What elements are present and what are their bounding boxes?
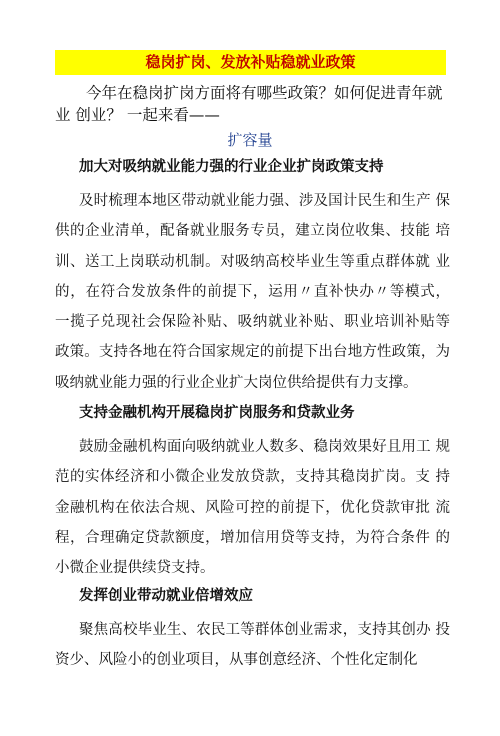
subheading-3: 发挥创业带动就业倍增效应 bbox=[79, 588, 253, 604]
subheading-2: 支持金融机构开展稳岗扩岗服务和贷款业务 bbox=[79, 405, 355, 421]
banner-title: 稳岗扩岗、发放补贴稳就业政策 bbox=[55, 50, 446, 75]
subheading-1: 加大对吸纳就业能力强的行业企业扩岗政策支持 bbox=[79, 159, 384, 175]
paragraph-2: 鼓励金融机构面向吸纳就业人数多、稳岗效果好且用工 规范的实体经济和小微企业发放贷款，支持其稳岗扩岗。支 持金融机构在依法合规、风险可控的前提下，优化贷款审批 流程，合理确定贷款额度，增加信用贷等支持，为符合条件 的小微企业提供续贷支持。 bbox=[55, 439, 450, 577]
intro-paragraph: 今年在稳岗扩岗方面将有哪些政策？如何促进青年就业 创业？ 一起来看—— bbox=[55, 84, 443, 124]
section-heading: 扩容量 bbox=[227, 131, 273, 149]
paragraph-3: 聚焦高校毕业生、农民工等群体创业需求，支持其创办 投资少、风险小的创业项目，从事创意经济、个性化定制化 bbox=[55, 622, 450, 669]
paragraph-1: 及时梳理本地区带动就业能力强、涉及国计民生和生产 保供的企业清单，配备就业服务专员，建立岗位收集、技能 培训、送工上岗联动机制。对吸纳高校毕业生等重点群体就 业的，在符合发放条件的前提下，运用〃直补快办〃等模式， 一揽子兑现社会保险补贴、吸纳就业补贴、职业培训补贴等 政策。支持各地在符合国家规定的前提下出台地方性政策，为吸纳就业能力强的行业企业扩大岗位供给提供有力支撑。 bbox=[55, 193, 450, 391]
